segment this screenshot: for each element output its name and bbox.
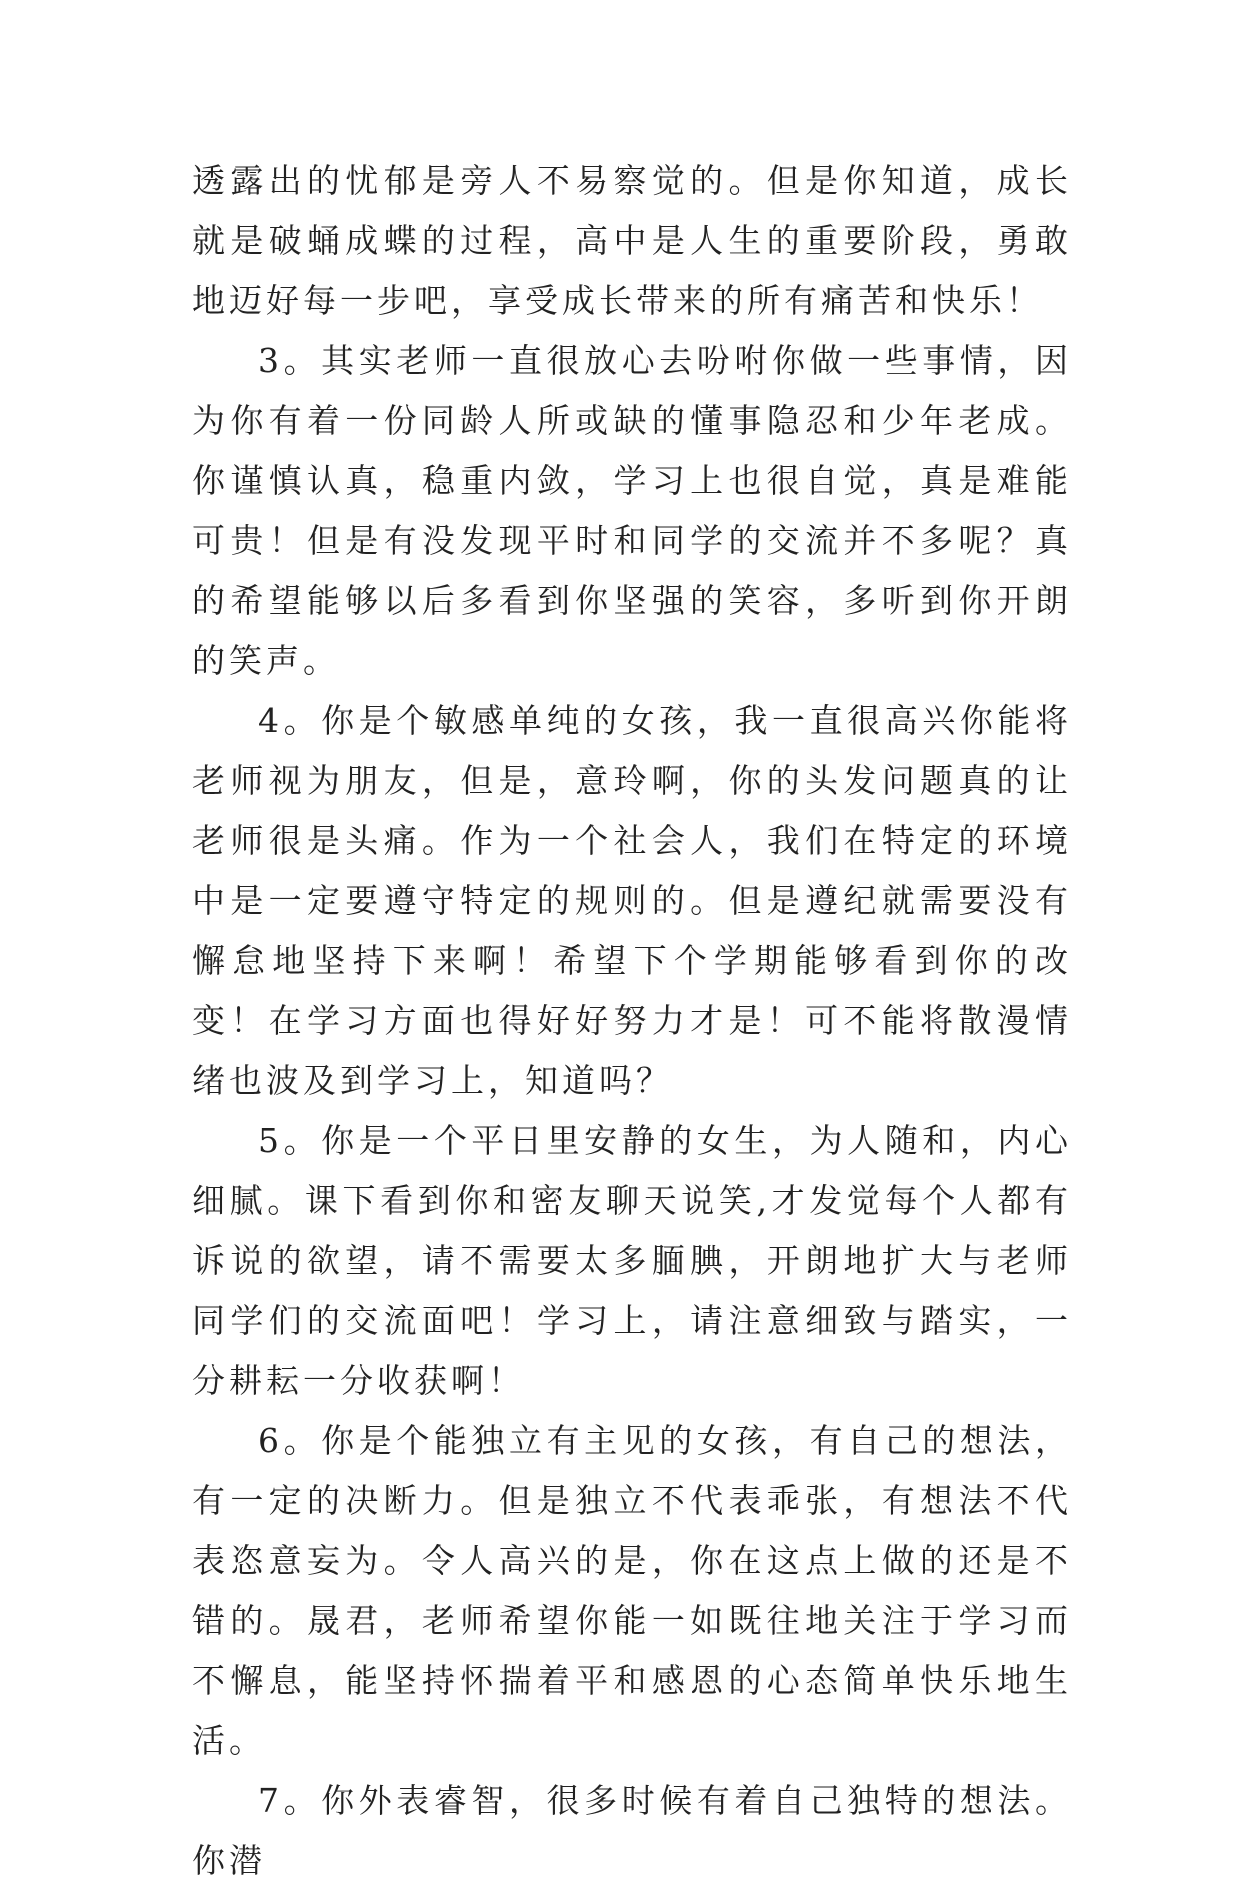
paragraph-comment-5: 5。你是一个平日里安静的女生，为人随和，内心细腻。课下看到你和密友聊天说笑,才发觉每个人都有诉说的欲望，请不需要太多腼腆，开朗地扩大与老师同学们的交流面吧！学习上，请注意细致与踏实，一分耕耘一分收获啊！ bbox=[192, 1121, 1072, 1400]
paragraph-continuation: 透露出的忧郁是旁人不易察觉的。但是你知道，成长就是破蛹成蝶的过程，高中是人生的重要阶段，勇敢地迈好每一步吧，享受成长带来的所有痛苦和快乐！ bbox=[192, 161, 1072, 320]
paragraph-comment-3: 3。其实老师一直很放心去吩咐你做一些事情，因为你有着一份同龄人所或缺的懂事隐忍和少年老成。你谨慎认真，稳重内敛，学习上也很自觉，真是难能可贵！但是有没发现平时和同学的交流并不多呢？真的希望能够以后多看到你坚强的笑容，多听到你开朗的笑声。 bbox=[192, 341, 1072, 680]
paragraph-comment-7: 7。你外表睿智，很多时候有着自己独特的想法。你潜 bbox=[192, 1781, 1072, 1880]
document-page bbox=[192, 151, 1072, 1891]
paragraph-comment-6: 6。你是个能独立有主见的女孩，有自己的想法，有一定的决断力。但是独立不代表乖张，有想法不代表恣意妄为。令人高兴的是，你在这点上做的还是不错的。晟君，老师希望你能一如既往地关注于学习而不懈息，能坚持怀揣着平和感恩的心态简单快乐地生活。 bbox=[192, 1421, 1072, 1760]
paragraph-comment-4: 4。你是个敏感单纯的女孩，我一直很高兴你能将老师视为朋友，但是，意玲啊，你的头发问题真的让老师很是头痛。作为一个社会人，我们在特定的环境中是一定要遵守特定的规则的。但是遵纪就需要没有懈怠地坚持下来啊！希望下个学期能够看到你的改变！在学习方面也得好好努力才是！可不能将散漫情绪也波及到学习上，知道吗？ bbox=[192, 701, 1072, 1100]
